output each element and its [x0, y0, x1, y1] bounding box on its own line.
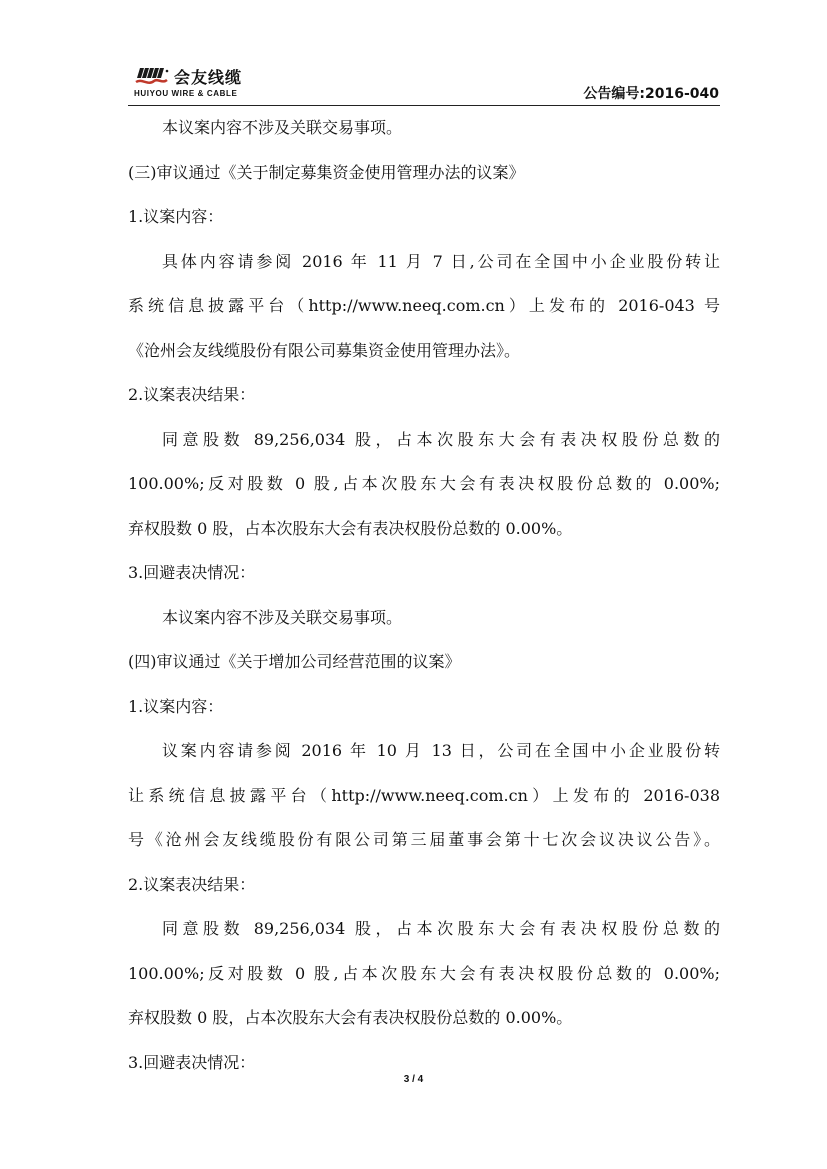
logo-english-name: HUIYOU WIRE & CABLE: [134, 89, 238, 98]
text-line: 弃权股数 0 股，占本次股东大会有表决权股份总数的 0.00%。: [128, 518, 573, 538]
subsection-heading: 3.回避表决情况：: [128, 563, 256, 582]
text-line: 议案内容请参阅 2016 年 10 月 13 日，公司在全国中小企业股份转: [162, 741, 720, 760]
text-line: 同意股数 89,256,034 股，占本次股东大会有表决权股份总数的: [162, 429, 720, 449]
document-body: [128, 113, 720, 1092]
section-heading: (三)审议通过《关于制定募集资金使用管理办法的议案》: [128, 162, 525, 182]
page-header: [0, 0, 827, 110]
text-line: 《沧州会友线缆股份有限公司募集资金使用管理办法》。: [128, 340, 521, 360]
logo-icon: [134, 66, 170, 88]
text-line: 号《沧州会友线缆股份有限公司第三届董事会第十七次会议决议公告》。: [128, 830, 720, 849]
header-divider: [128, 105, 720, 106]
subsection-heading: 3.回避表决情况：: [128, 1052, 256, 1072]
page-number: 3 / 4: [403, 1074, 424, 1085]
text-line: 100.00%;反对股数 0 股,占本次股东大会有表决权股份总数的 0.00%;: [128, 474, 720, 493]
subsection-heading: 1.议案内容：: [128, 696, 224, 716]
text-line: 弃权股数 0 股，占本次股东大会有表决权股份总数的 0.00%。: [128, 1008, 573, 1027]
subsection-heading: 2.议案表决结果：: [128, 385, 256, 404]
text-line: 100.00%;反对股数 0 股,占本次股东大会有表决权股份总数的 0.00%;: [128, 963, 720, 983]
subsection-heading: 1.议案内容：: [128, 207, 224, 226]
logo-chinese-name: 会友线缆: [174, 68, 243, 87]
text-line: 本议案内容不涉及关联交易事项。: [162, 118, 403, 137]
text-line: 系统信息披露平台（http://www.neeq.com.cn）上发布的 2016-043 号: [128, 296, 720, 315]
text-line: 具体内容请参阅 2016 年 11 月 7 日,公司在全国中小企业股份转让: [162, 251, 720, 271]
text-line: 同意股数 89,256,034 股，占本次股东大会有表决权股份总数的: [162, 919, 720, 938]
subsection-heading: 2.议案表决结果：: [128, 874, 256, 894]
text-line: 让系统信息披露平台（http://www.neeq.com.cn）上发布的 2016-038: [128, 785, 720, 805]
text-line: 本议案内容不涉及关联交易事项。: [162, 607, 403, 627]
section-heading: (四)审议通过《关于增加公司经营范围的议案》: [128, 652, 461, 671]
company-logo: [134, 66, 294, 100]
announcement-number: 公告编号:2016-040: [583, 86, 719, 102]
